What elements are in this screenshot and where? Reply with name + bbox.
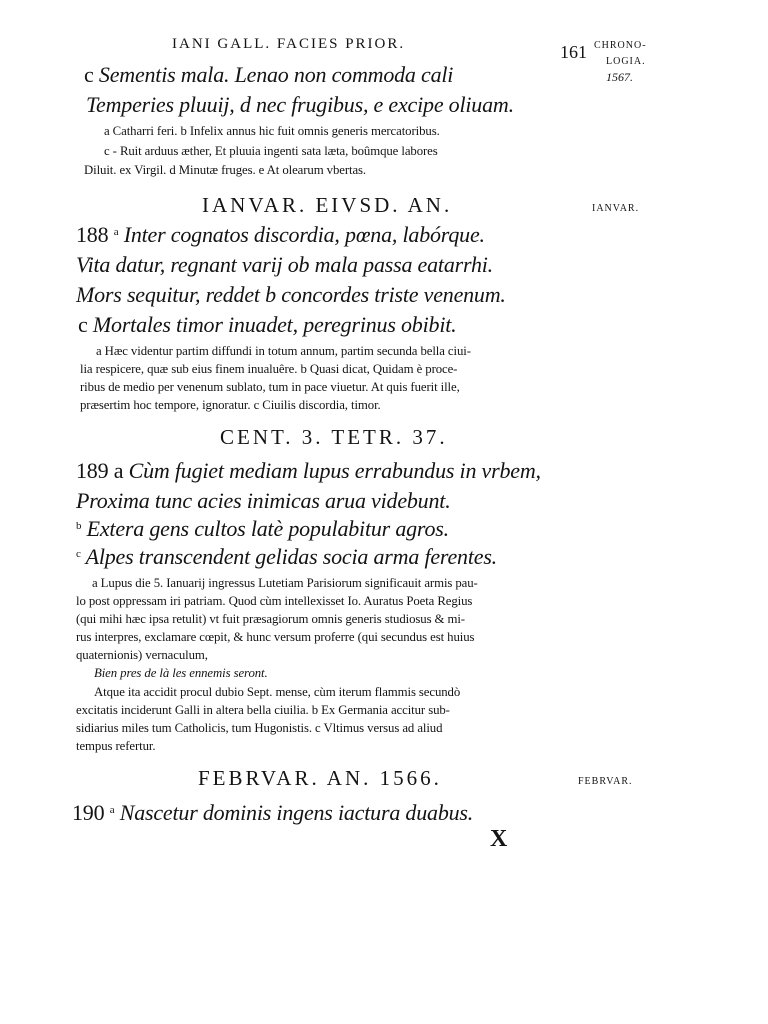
running-head: IANI GALL. FACIES PRIOR. bbox=[172, 36, 406, 52]
verse-marker: c bbox=[76, 548, 81, 560]
verse-marker: a bbox=[113, 458, 124, 483]
verse-line bbox=[86, 92, 514, 118]
verse-marker: c bbox=[78, 312, 88, 337]
note-line: excitatis inciderunt Galli in altera bella ciuilia. b Ex Germania accitur sub- bbox=[76, 703, 450, 717]
verse-text: Temperies pluuij, d nec frugibus, e excipe oliuam. bbox=[86, 92, 514, 117]
note-line: lo post oppressam iri patriam. Quod cùm intellexisset Io. Auratus Poeta Regius bbox=[76, 594, 473, 608]
verse-text: Extera gens cultos latè populabitur agros. bbox=[86, 516, 449, 541]
margin-febr: FEBRVAR. bbox=[578, 776, 633, 787]
verse-line bbox=[76, 516, 449, 542]
verse-text: Mors sequitur, reddet b concordes triste venenum. bbox=[76, 282, 506, 307]
note-line: Atque ita accidit procul dubio Sept. mense, cùm iterum flammis secundò bbox=[94, 685, 461, 699]
verse-line bbox=[76, 282, 506, 308]
section-heading-febr: FEBRVAR. AN. 1566. bbox=[198, 766, 442, 790]
note-line: quaternionis) vernaculum, bbox=[76, 648, 208, 662]
quatrain-number: 190 bbox=[72, 800, 105, 825]
page-number: 161 bbox=[560, 42, 587, 62]
quatrain-number: 189 bbox=[76, 458, 109, 483]
verse-text: Vita datur, regnant varij ob mala passa eatarrhi. bbox=[76, 252, 493, 277]
verse-text: Alpes transcendent gelidas socia arma ferentes. bbox=[85, 544, 497, 569]
note-line: sidiarius miles tum Catholicis, tum Hugonistis. c Vltimus versus ad aliud bbox=[76, 721, 443, 735]
note-line: a Lupus die 5. Ianuarij ingressus Lutetiam Parisiorum significauit armis pau- bbox=[92, 576, 478, 590]
note-line: a Hæc videntur partim diffundi in totum annum, partim secunda bella ciui- bbox=[96, 344, 471, 358]
verse-marker: a bbox=[113, 226, 119, 238]
verse-marker: c bbox=[84, 62, 94, 87]
verse-line bbox=[84, 62, 453, 88]
section-heading-ianuar: IANVAR. EIVSD. AN. bbox=[202, 193, 453, 217]
quatrain-number: 188 bbox=[76, 222, 109, 247]
note-line: Diluit. ex Virgil. d Minutæ fruges. e At olearum vbertas. bbox=[84, 163, 367, 177]
note-line: tempus refertur. bbox=[76, 739, 156, 753]
verse-line bbox=[76, 544, 497, 570]
verse-text: Mortales timor inuadet, peregrinus obibit. bbox=[92, 312, 457, 337]
note-line: præsertim hoc tempore, ignoratur. c Ciuilis discordia, timor. bbox=[80, 398, 381, 412]
signature-mark: X bbox=[490, 826, 508, 852]
margin-chronologia-2: LOGIA. bbox=[606, 56, 646, 67]
note-line: rus interpres, exclamare cœpit, & hunc versum proferre (qui secundus est huius bbox=[76, 630, 475, 644]
verse-line bbox=[76, 458, 541, 484]
note-line: (qui mihi hæc ipsa retulit) vt fuit præsagiorum omnis generis studiosus & mi- bbox=[76, 612, 465, 626]
note-line: lia respicere, quæ sub eius finem inualuêre. b Quasi dicat, Quidam è proce- bbox=[80, 362, 458, 376]
margin-chronologia-1: CHRONO- bbox=[594, 40, 647, 51]
verse-text: Inter cognatos discordia, pœna, labórque. bbox=[123, 222, 485, 247]
section-heading-cent: CENT. 3. TETR. 37. bbox=[220, 425, 448, 449]
verse-line bbox=[78, 312, 456, 338]
note-line: ribus de medio per venenum sublato, tum in pace viuetur. At quis fuerit ille, bbox=[80, 380, 460, 394]
note-line-french: Bien pres de là les ennemis seront. bbox=[94, 666, 268, 680]
note-line: c - Ruit arduus æther, Et pluuia ingenti sata læta, boûmque labores bbox=[104, 144, 438, 158]
verse-marker: a bbox=[109, 804, 115, 816]
note-line: a Catharri feri. b Infelix annus hic fuit omnis generis mercatoribus. bbox=[104, 124, 440, 138]
verse-text: Proxima tunc acies inimicas arua videbunt. bbox=[76, 488, 451, 513]
verse-text: Sementis mala. Lenao non commoda cali bbox=[98, 62, 454, 87]
verse-line bbox=[76, 252, 493, 278]
verse-line bbox=[72, 800, 473, 826]
verse-text: Cùm fugiet mediam lupus errabundus in vrbem, bbox=[128, 458, 541, 483]
margin-chronologia-year: 1567. bbox=[606, 70, 633, 84]
margin-ianuar: IANVAR. bbox=[592, 203, 640, 214]
verse-text: Nascetur dominis ingens iactura duabus. bbox=[119, 800, 474, 825]
verse-marker: b bbox=[76, 520, 82, 532]
verse-line bbox=[76, 222, 485, 248]
verse-line bbox=[76, 488, 451, 514]
